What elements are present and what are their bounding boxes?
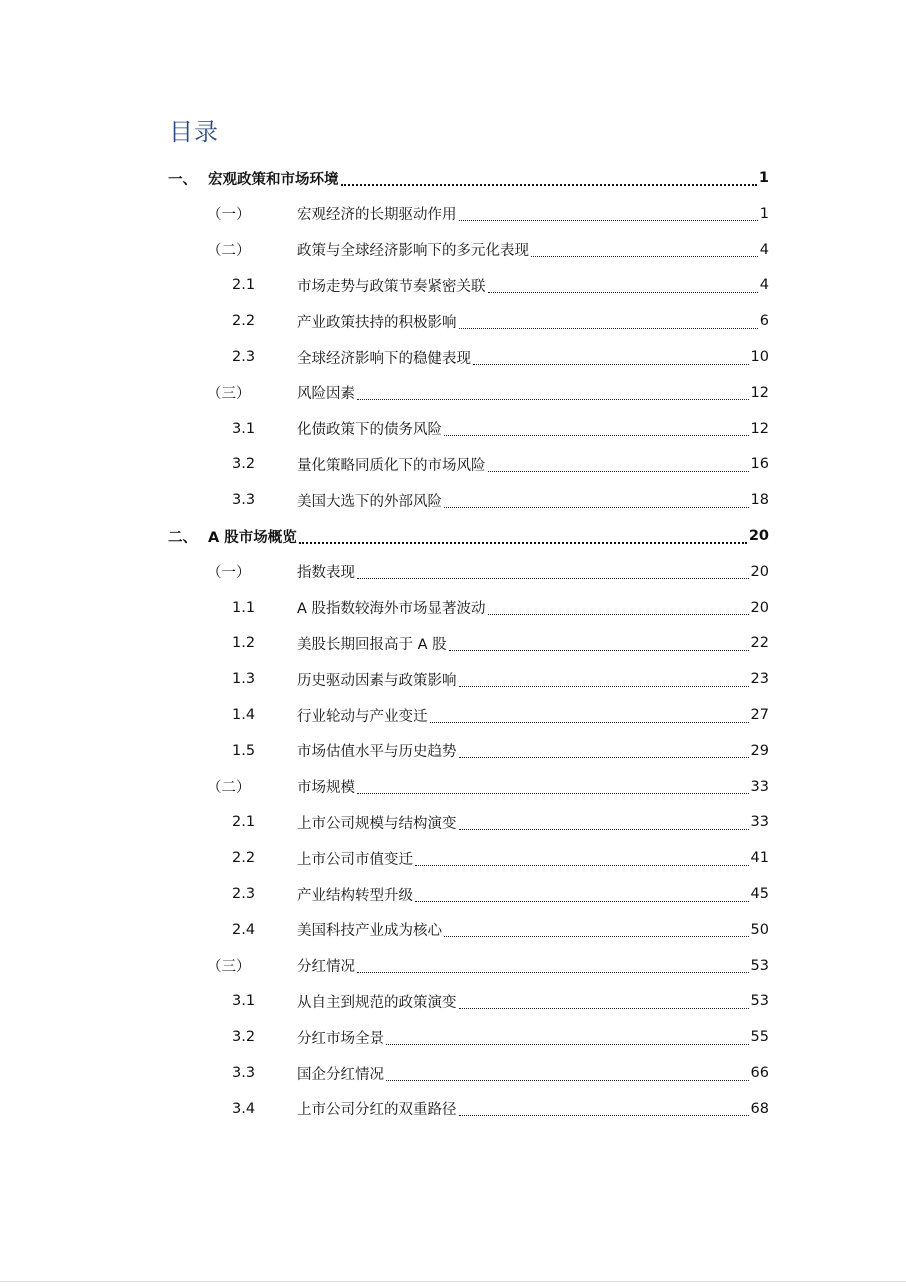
toc-entry-page-number: 55 [750, 1029, 769, 1046]
toc-dot-leader [459, 757, 749, 758]
toc-dot-leader [299, 542, 747, 544]
toc-entry-label: 宏观经济的长期驱动作用 [297, 207, 457, 224]
toc-entry-number: 1.5 [232, 742, 256, 759]
toc-dot-leader [415, 901, 749, 902]
toc-dot-leader [386, 1044, 749, 1045]
toc-entry[interactable] [207, 951, 769, 981]
toc-entry-number: （二） [207, 243, 251, 260]
toc-entry-number: 3.2 [232, 456, 256, 473]
toc-dot-leader [357, 793, 749, 794]
toc-entry-page-number: 22 [750, 635, 769, 652]
toc-dot-leader [459, 1008, 749, 1009]
toc-entry-number: （三） [207, 386, 251, 403]
toc-dot-leader [415, 865, 749, 866]
toc-entry-label: 产业政策扶持的积极影响 [297, 314, 457, 331]
toc-entry-label: 从自主到规范的政策演变 [297, 994, 457, 1011]
toc-entry-label: 美国科技产业成为核心 [297, 923, 442, 940]
toc-entry[interactable] [168, 521, 769, 551]
toc-entry-page-number: 20 [750, 563, 769, 580]
toc-entry-page-number: 50 [750, 921, 769, 938]
toc-entry-page-number: 41 [750, 850, 769, 867]
toc-entry-label: 美股长期回报高于 A 股 [297, 636, 447, 653]
toc-entry-label: 市场规模 [297, 780, 355, 797]
toc-entry-number: 2.1 [232, 277, 256, 294]
toc-entry-page-number: 20 [750, 599, 769, 616]
toc-entry-number: 3.4 [232, 1100, 256, 1117]
toc-entry-label: 政策与全球经济影响下的多元化表现 [297, 243, 529, 260]
toc-entry[interactable] [232, 306, 769, 336]
toc-dot-leader [459, 220, 758, 221]
toc-dot-leader [531, 256, 758, 257]
toc-entry[interactable] [232, 736, 769, 766]
toc-dot-leader [386, 1080, 749, 1081]
toc-dot-leader [449, 650, 749, 651]
toc-entry-label: 全球经济影响下的稳健表现 [297, 350, 471, 367]
toc-entry-label: A 股指数较海外市场显著波动 [297, 601, 486, 618]
toc-entry-label: 市场走势与政策节奏紧密关联 [297, 278, 486, 295]
toc-entry-number: 1.4 [232, 707, 256, 723]
toc-dot-leader [488, 614, 749, 615]
toc-entry-page-number: 1 [758, 170, 769, 186]
toc-entry[interactable] [232, 915, 769, 945]
page-bottom-divider [0, 1281, 906, 1282]
toc-entry[interactable] [232, 700, 769, 730]
toc-entry-page-number: 33 [750, 814, 769, 831]
toc-entry-page-number: 29 [750, 742, 769, 759]
toc-entry-label: 上市公司规模与结构演变 [297, 815, 457, 832]
toc-entry-number: 一、 [168, 171, 197, 188]
toc-entry[interactable] [232, 1094, 769, 1124]
toc-entry-number: 1.1 [232, 599, 256, 616]
toc-dot-leader [357, 399, 749, 400]
toc-entry-number: 2.3 [232, 349, 256, 365]
toc-dot-leader [459, 829, 749, 830]
toc-entry-number: 1.2 [232, 635, 256, 652]
toc-entry[interactable] [232, 342, 769, 372]
toc-entry-label: 市场估值水平与历史趋势 [297, 744, 457, 761]
toc-entry[interactable] [232, 843, 769, 873]
toc-entry-page-number: 4 [759, 277, 769, 294]
toc-entry-page-number: 12 [750, 420, 769, 437]
toc-entry-page-number: 53 [750, 957, 769, 974]
toc-entry-label: 产业结构转型升级 [297, 887, 413, 904]
toc-entry[interactable] [232, 593, 769, 623]
toc-entry-page-number: 1 [759, 205, 769, 222]
toc-entry-number: 3.1 [232, 420, 256, 437]
toc-entry-number: 2.1 [232, 814, 256, 831]
toc-entry-label: 分红市场全景 [297, 1030, 384, 1047]
toc-entry-number: 3.2 [232, 1029, 256, 1046]
toc-entry-label: 美国大选下的外部风险 [297, 493, 442, 510]
toc-entry-label: 量化策略同质化下的市场风险 [297, 457, 486, 474]
toc-entry-page-number: 16 [750, 456, 769, 473]
toc-entry[interactable] [232, 628, 769, 658]
toc-entry-label: 历史驱动因素与政策影响 [297, 672, 457, 689]
toc-entry-page-number: 10 [750, 349, 769, 365]
toc-entry-page-number: 12 [750, 384, 769, 401]
toc-entry-number: （三） [207, 959, 251, 976]
toc-entry-number: 2.2 [232, 313, 256, 330]
toc-entry-label: 国企分红情况 [297, 1066, 384, 1083]
toc-dot-leader [341, 184, 757, 186]
toc-entry-label: A 股市场概览 [208, 529, 297, 546]
toc-dot-leader [444, 936, 749, 937]
toc-entry-label: 上市公司市值变迁 [297, 851, 413, 868]
toc-entry-number: 3.3 [232, 492, 256, 509]
toc-entry-page-number: 4 [759, 241, 769, 258]
toc-dot-leader [488, 471, 749, 472]
toc-entry-page-number: 68 [750, 1100, 769, 1117]
toc-entry-number: 1.3 [232, 671, 256, 688]
toc-dot-leader [430, 722, 749, 723]
toc-entry[interactable] [207, 557, 769, 587]
toc-entry-label: 化债政策下的债务风险 [297, 422, 442, 439]
toc-entry-label: 行业轮动与产业变迁 [297, 708, 428, 725]
toc-entry-number: 3.3 [232, 1065, 256, 1081]
toc-entry-label: 指数表现 [297, 565, 355, 582]
toc-entry[interactable] [207, 772, 769, 802]
toc-entry[interactable] [232, 1058, 769, 1088]
toc-entry[interactable] [232, 414, 769, 444]
toc-entry-page-number: 23 [750, 671, 769, 688]
toc-title: 目录 [169, 118, 219, 146]
toc-dot-leader [488, 292, 758, 293]
toc-entry-label: 上市公司分红的双重路径 [297, 1102, 457, 1119]
toc-entry-number: 2.3 [232, 886, 256, 902]
toc-entry[interactable] [168, 163, 769, 193]
toc-entry[interactable] [207, 235, 769, 265]
toc-entry[interactable] [232, 986, 769, 1016]
toc-entry[interactable] [232, 807, 769, 837]
toc-entry-number: 二、 [168, 529, 197, 546]
toc-entry[interactable] [232, 270, 769, 300]
toc-entry-page-number: 6 [759, 313, 769, 330]
toc-dot-leader [459, 1115, 749, 1116]
toc-entry-number: （二） [207, 780, 251, 797]
toc-entry-page-number: 33 [750, 778, 769, 795]
toc-entry-number: 2.4 [232, 921, 256, 938]
toc-entry-page-number: 18 [750, 492, 769, 509]
toc-dot-leader [459, 328, 758, 329]
toc-entry-label: 风险因素 [297, 386, 355, 403]
toc-entry-page-number: 45 [750, 886, 769, 902]
toc-entry-label: 宏观政策和市场环境 [208, 171, 339, 188]
toc-entry[interactable] [232, 485, 769, 515]
toc-entry-number: 3.1 [232, 993, 256, 1010]
toc-dot-leader [473, 364, 749, 365]
toc-entry[interactable] [232, 664, 769, 694]
toc-entry[interactable] [232, 1022, 769, 1052]
toc-entry[interactable] [232, 449, 769, 479]
toc-entry-page-number: 66 [750, 1065, 769, 1081]
toc-dot-leader [444, 507, 749, 508]
toc-entry[interactable] [207, 199, 769, 229]
toc-entry-number: 2.2 [232, 850, 256, 867]
toc-entry-number: （一） [207, 565, 251, 582]
toc-entry-number: （一） [207, 207, 251, 224]
toc-entry-page-number: 53 [750, 993, 769, 1010]
toc-entry-page-number: 27 [750, 707, 769, 723]
toc-entry[interactable] [207, 378, 769, 408]
toc-entry[interactable] [232, 879, 769, 909]
toc-entry-page-number: 20 [748, 528, 769, 544]
toc-dot-leader [357, 578, 749, 579]
toc-entry-label: 分红情况 [297, 959, 355, 976]
toc-dot-leader [357, 972, 749, 973]
toc-dot-leader [444, 435, 749, 436]
toc-dot-leader [459, 686, 749, 687]
